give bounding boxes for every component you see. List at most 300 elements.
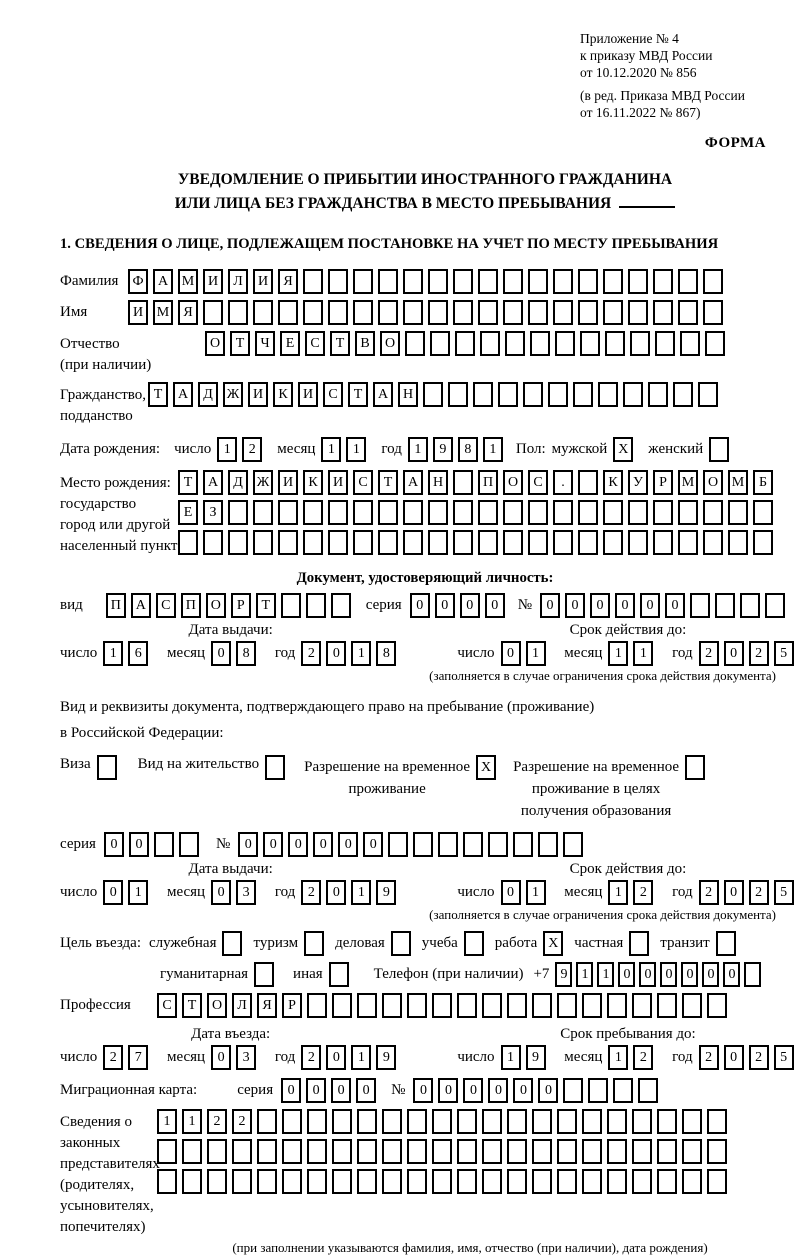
char-box[interactable]: Н [428,470,448,495]
char-box[interactable] [282,1109,302,1134]
char-box[interactable]: О [207,993,227,1018]
char-box[interactable]: 0 [211,1045,231,1070]
char-box[interactable] [207,1169,227,1194]
char-box[interactable]: Т [378,470,398,495]
char-box[interactable]: И [203,269,223,294]
char-box[interactable]: 1 [351,1045,371,1070]
char-box[interactable] [744,962,761,987]
char-box[interactable] [306,593,326,618]
char-box[interactable] [332,1109,352,1134]
char-box[interactable] [203,530,223,555]
char-box[interactable]: Е [178,500,198,525]
char-box[interactable]: 2 [633,880,653,905]
char-box[interactable] [632,1109,652,1134]
char-box[interactable]: 0 [665,593,685,618]
char-box[interactable]: Т [348,382,368,407]
char-box[interactable]: 2 [207,1109,227,1134]
char-box[interactable] [265,755,285,780]
char-box[interactable] [257,1139,277,1164]
char-box[interactable]: 1 [608,1045,628,1070]
char-box[interactable]: 0 [211,880,231,905]
char-box[interactable]: 1 [608,880,628,905]
char-box[interactable] [413,832,433,857]
char-box[interactable]: 8 [458,437,478,462]
char-box[interactable] [253,530,273,555]
char-box[interactable]: Т [148,382,168,407]
char-box[interactable]: О [205,331,225,356]
char-box[interactable] [353,500,373,525]
char-box[interactable]: 0 [326,1045,346,1070]
char-box[interactable] [653,500,673,525]
char-box[interactable] [632,1169,652,1194]
char-box[interactable] [478,300,498,325]
char-box[interactable]: 1 [351,880,371,905]
char-box[interactable] [532,1139,552,1164]
char-box[interactable] [332,1139,352,1164]
char-box[interactable] [282,1169,302,1194]
char-box[interactable] [97,755,117,780]
char-box[interactable]: 0 [485,593,505,618]
char-box[interactable]: А [153,269,173,294]
char-box[interactable]: 8 [236,641,256,666]
char-box[interactable]: 0 [513,1078,533,1103]
char-box[interactable] [353,269,373,294]
char-box[interactable] [507,1139,527,1164]
char-box[interactable]: И [328,470,348,495]
char-box[interactable] [613,1078,633,1103]
char-box[interactable]: 2 [699,880,719,905]
char-box[interactable] [432,1109,452,1134]
char-box[interactable] [532,1169,552,1194]
char-box[interactable]: 0 [723,962,740,987]
char-box[interactable]: З [203,500,223,525]
char-box[interactable] [507,1169,527,1194]
char-box[interactable] [703,530,723,555]
char-box[interactable] [407,1109,427,1134]
char-box[interactable] [182,1169,202,1194]
char-box[interactable] [332,993,352,1018]
char-box[interactable] [430,331,450,356]
char-box[interactable]: Т [182,993,202,1018]
char-box[interactable] [464,931,484,956]
char-box[interactable]: 5 [774,880,794,905]
char-box[interactable] [578,470,598,495]
char-box[interactable]: 0 [639,962,656,987]
char-box[interactable]: 1 [576,962,593,987]
char-box[interactable] [228,500,248,525]
char-box[interactable]: П [478,470,498,495]
char-box[interactable] [357,1169,377,1194]
char-box[interactable] [553,269,573,294]
char-box[interactable] [179,832,199,857]
char-box[interactable]: 0 [724,641,744,666]
char-box[interactable]: 1 [346,437,366,462]
char-box[interactable]: С [156,593,176,618]
char-box[interactable] [463,832,483,857]
char-box[interactable] [682,1109,702,1134]
char-box[interactable]: О [703,470,723,495]
char-box[interactable]: 1 [608,641,628,666]
char-box[interactable]: Я [278,269,298,294]
char-box[interactable] [332,1169,352,1194]
char-box[interactable] [228,530,248,555]
char-box[interactable]: А [131,593,151,618]
char-box[interactable] [457,1169,477,1194]
char-box[interactable] [507,993,527,1018]
char-box[interactable] [557,1169,577,1194]
char-box[interactable] [428,530,448,555]
char-box[interactable]: С [323,382,343,407]
char-box[interactable] [331,593,351,618]
char-box[interactable] [254,962,274,987]
char-box[interactable] [530,331,550,356]
char-box[interactable] [328,300,348,325]
char-box[interactable] [482,1169,502,1194]
char-box[interactable] [353,530,373,555]
char-box[interactable]: X [543,931,563,956]
char-box[interactable] [598,382,618,407]
char-box[interactable]: А [173,382,193,407]
char-box[interactable] [628,269,648,294]
char-box[interactable] [378,300,398,325]
char-box[interactable] [382,1139,402,1164]
char-box[interactable] [628,500,648,525]
char-box[interactable] [423,382,443,407]
char-box[interactable] [580,331,600,356]
char-box[interactable] [207,1139,227,1164]
char-box[interactable] [407,993,427,1018]
char-box[interactable]: 1 [501,1045,521,1070]
char-box[interactable]: 0 [724,1045,744,1070]
char-box[interactable]: 0 [660,962,677,987]
char-box[interactable] [438,832,458,857]
char-box[interactable] [528,300,548,325]
char-box[interactable]: К [303,470,323,495]
char-box[interactable] [498,382,518,407]
char-box[interactable] [538,832,558,857]
char-box[interactable]: 9 [555,962,572,987]
char-box[interactable]: 0 [288,832,308,857]
char-box[interactable] [682,993,702,1018]
char-box[interactable] [378,269,398,294]
char-box[interactable] [753,530,773,555]
char-box[interactable] [329,962,349,987]
char-box[interactable] [455,331,475,356]
char-box[interactable]: 3 [236,880,256,905]
char-box[interactable] [653,530,673,555]
char-box[interactable] [281,593,301,618]
char-box[interactable] [228,300,248,325]
char-box[interactable] [453,530,473,555]
char-box[interactable]: Ж [253,470,273,495]
char-box[interactable]: А [373,382,393,407]
char-box[interactable] [682,1169,702,1194]
char-box[interactable]: 1 [408,437,428,462]
char-box[interactable] [607,1139,627,1164]
char-box[interactable]: Я [257,993,277,1018]
char-box[interactable]: 9 [376,1045,396,1070]
char-box[interactable]: 0 [438,1078,458,1103]
char-box[interactable] [582,1139,602,1164]
char-box[interactable] [528,269,548,294]
char-box[interactable]: Н [398,382,418,407]
char-box[interactable]: К [603,470,623,495]
char-box[interactable]: П [181,593,201,618]
char-box[interactable]: 9 [526,1045,546,1070]
char-box[interactable]: У [628,470,648,495]
char-box[interactable] [303,269,323,294]
char-box[interactable] [457,993,477,1018]
char-box[interactable]: 2 [699,641,719,666]
char-box[interactable] [582,993,602,1018]
char-box[interactable] [178,530,198,555]
char-box[interactable] [578,300,598,325]
char-box[interactable] [403,530,423,555]
char-box[interactable]: М [153,300,173,325]
char-box[interactable]: 0 [338,832,358,857]
char-box[interactable] [328,500,348,525]
char-box[interactable] [328,269,348,294]
char-box[interactable] [307,993,327,1018]
char-box[interactable] [307,1169,327,1194]
char-box[interactable] [707,1169,727,1194]
char-box[interactable]: 9 [376,880,396,905]
char-box[interactable]: 5 [774,641,794,666]
char-box[interactable] [582,1169,602,1194]
char-box[interactable]: С [353,470,373,495]
char-box[interactable]: И [128,300,148,325]
char-box[interactable]: 0 [640,593,660,618]
char-box[interactable] [457,1109,477,1134]
char-box[interactable] [657,993,677,1018]
char-box[interactable] [629,931,649,956]
char-box[interactable] [403,269,423,294]
char-box[interactable] [532,993,552,1018]
char-box[interactable]: 0 [724,880,744,905]
char-box[interactable] [553,300,573,325]
char-box[interactable]: 1 [526,880,546,905]
char-box[interactable]: Р [282,993,302,1018]
char-box[interactable]: О [380,331,400,356]
char-box[interactable] [278,500,298,525]
char-box[interactable]: 0 [540,593,560,618]
char-box[interactable] [304,931,324,956]
char-box[interactable]: Л [232,993,252,1018]
char-box[interactable]: 0 [463,1078,483,1103]
char-box[interactable]: X [476,755,496,780]
char-box[interactable]: А [403,470,423,495]
char-box[interactable] [222,931,242,956]
char-box[interactable]: Б [753,470,773,495]
char-box[interactable] [503,500,523,525]
char-box[interactable]: 0 [681,962,698,987]
char-box[interactable] [353,300,373,325]
char-box[interactable]: 0 [413,1078,433,1103]
char-box[interactable] [453,269,473,294]
char-box[interactable] [257,1109,277,1134]
char-box[interactable]: С [528,470,548,495]
char-box[interactable] [628,530,648,555]
char-box[interactable] [303,500,323,525]
char-box[interactable]: 0 [326,880,346,905]
char-box[interactable]: 1 [217,437,237,462]
char-box[interactable]: 1 [321,437,341,462]
char-box[interactable]: 2 [749,641,769,666]
char-box[interactable]: Т [178,470,198,495]
char-box[interactable] [157,1139,177,1164]
char-box[interactable] [488,832,508,857]
char-box[interactable]: 0 [238,832,258,857]
char-box[interactable] [428,300,448,325]
char-box[interactable] [357,1109,377,1134]
char-box[interactable] [407,1139,427,1164]
char-box[interactable]: 0 [618,962,635,987]
char-box[interactable]: 0 [281,1078,301,1103]
char-box[interactable] [478,530,498,555]
char-box[interactable] [480,331,500,356]
char-box[interactable] [582,1109,602,1134]
char-box[interactable] [678,530,698,555]
char-box[interactable]: 6 [128,641,148,666]
char-box[interactable]: 0 [326,641,346,666]
char-box[interactable] [557,1109,577,1134]
char-box[interactable]: К [273,382,293,407]
char-box[interactable] [253,300,273,325]
char-box[interactable] [557,1139,577,1164]
char-box[interactable] [603,500,623,525]
char-box[interactable]: 0 [313,832,333,857]
char-box[interactable]: 2 [633,1045,653,1070]
char-box[interactable] [478,500,498,525]
char-box[interactable] [653,269,673,294]
char-box[interactable] [740,593,760,618]
char-box[interactable] [638,1078,658,1103]
char-box[interactable]: С [157,993,177,1018]
char-box[interactable]: 1 [633,641,653,666]
char-box[interactable]: О [206,593,226,618]
char-box[interactable]: И [253,269,273,294]
char-box[interactable]: 0 [565,593,585,618]
char-box[interactable] [632,1139,652,1164]
char-box[interactable] [388,832,408,857]
char-box[interactable] [278,300,298,325]
char-box[interactable] [555,331,575,356]
char-box[interactable] [432,993,452,1018]
char-box[interactable]: Т [230,331,250,356]
char-box[interactable] [765,593,785,618]
char-box[interactable] [715,593,735,618]
char-box[interactable]: М [728,470,748,495]
char-box[interactable] [607,993,627,1018]
char-box[interactable]: 1 [157,1109,177,1134]
char-box[interactable] [505,331,525,356]
char-box[interactable]: И [248,382,268,407]
char-box[interactable] [382,993,402,1018]
char-box[interactable]: Д [198,382,218,407]
char-box[interactable] [673,382,693,407]
char-box[interactable] [709,437,729,462]
char-box[interactable] [753,500,773,525]
char-box[interactable] [503,300,523,325]
char-box[interactable] [157,1169,177,1194]
char-box[interactable]: Д [228,470,248,495]
char-box[interactable] [523,382,543,407]
char-box[interactable] [528,530,548,555]
char-box[interactable] [154,832,174,857]
char-box[interactable] [680,331,700,356]
char-box[interactable] [678,500,698,525]
char-box[interactable] [553,500,573,525]
char-box[interactable]: М [178,269,198,294]
char-box[interactable]: 1 [103,641,123,666]
char-box[interactable] [557,993,577,1018]
char-box[interactable] [257,1169,277,1194]
char-box[interactable]: 2 [242,437,262,462]
char-box[interactable]: Е [280,331,300,356]
char-box[interactable]: . [553,470,573,495]
char-box[interactable]: 0 [702,962,719,987]
char-box[interactable] [623,382,643,407]
char-box[interactable]: В [355,331,375,356]
char-box[interactable] [655,331,675,356]
char-box[interactable]: 0 [410,593,430,618]
char-box[interactable]: Р [231,593,251,618]
char-box[interactable]: 1 [597,962,614,987]
char-box[interactable] [678,269,698,294]
char-box[interactable] [482,1109,502,1134]
char-box[interactable] [707,1109,727,1134]
char-box[interactable] [448,382,468,407]
char-box[interactable] [603,269,623,294]
char-box[interactable] [482,1139,502,1164]
char-box[interactable]: Т [256,593,276,618]
char-box[interactable] [607,1169,627,1194]
char-box[interactable] [728,500,748,525]
char-box[interactable]: 0 [306,1078,326,1103]
char-box[interactable] [698,382,718,407]
char-box[interactable]: 2 [699,1045,719,1070]
char-box[interactable] [282,1139,302,1164]
char-box[interactable] [432,1169,452,1194]
char-box[interactable]: 1 [351,641,371,666]
char-box[interactable] [303,300,323,325]
char-box[interactable] [578,500,598,525]
char-box[interactable] [716,931,736,956]
char-box[interactable] [703,300,723,325]
char-box[interactable]: Л [228,269,248,294]
char-box[interactable] [428,500,448,525]
char-box[interactable]: 2 [301,1045,321,1070]
char-box[interactable] [728,530,748,555]
char-box[interactable]: X [613,437,633,462]
char-box[interactable] [403,300,423,325]
char-box[interactable] [578,269,598,294]
char-box[interactable] [307,1139,327,1164]
char-box[interactable] [685,755,705,780]
char-box[interactable] [607,1109,627,1134]
char-box[interactable]: 0 [615,593,635,618]
char-box[interactable]: 2 [301,641,321,666]
char-box[interactable] [632,993,652,1018]
char-box[interactable]: Ж [223,382,243,407]
char-box[interactable] [391,931,411,956]
char-box[interactable] [473,382,493,407]
char-box[interactable] [453,500,473,525]
char-box[interactable]: 0 [460,593,480,618]
char-box[interactable] [707,1139,727,1164]
char-box[interactable] [703,269,723,294]
char-box[interactable] [553,530,573,555]
